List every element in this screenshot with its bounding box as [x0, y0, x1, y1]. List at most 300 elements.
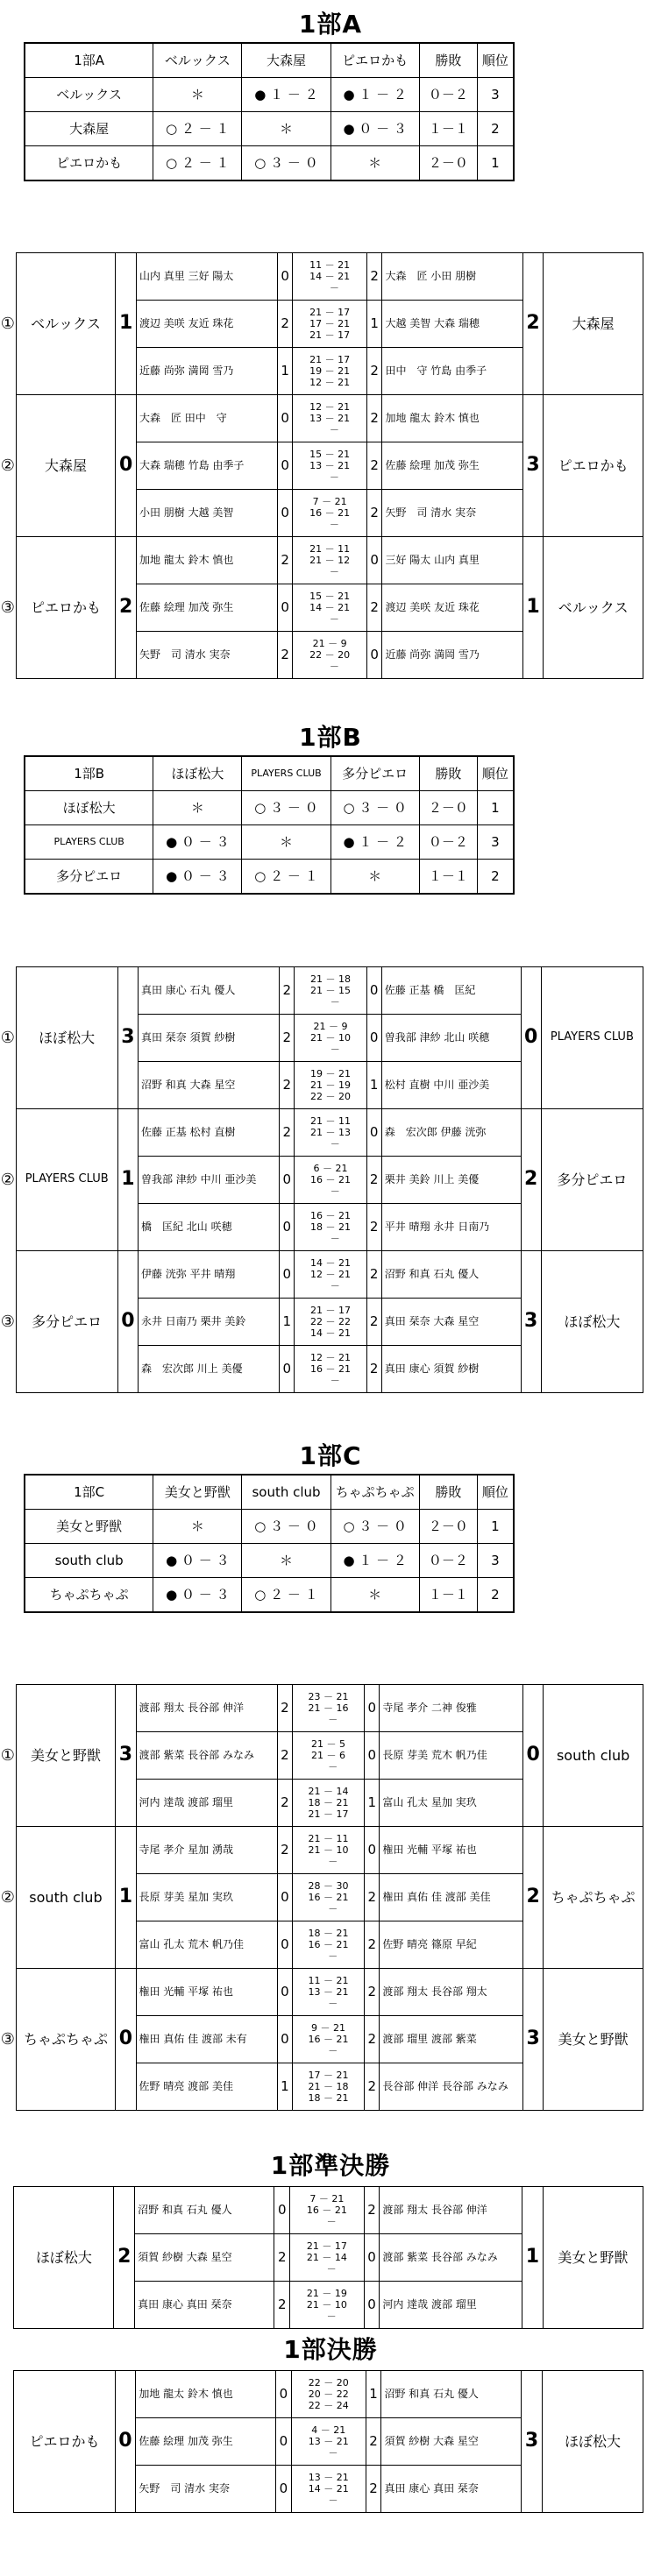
standings-row [25, 860, 514, 895]
home-players: 矢野 司 清水 実奈 [136, 632, 277, 679]
home-team: 美女と野獣 [16, 1685, 116, 1827]
standings-row [25, 112, 514, 146]
standings-header: 勝敗 [419, 1475, 477, 1510]
game-scores: 22 － 20 20 － 22 22 － 24 [291, 2371, 366, 2418]
home-game-points: 0 [277, 395, 293, 442]
standings-cell: 2 [477, 860, 514, 895]
home-match-score: 0 [117, 1251, 138, 1393]
standings-cell: ● １ － ２ [242, 78, 330, 112]
away-game-points: 1 [365, 1780, 380, 1827]
match-table [0, 1684, 643, 2111]
home-players: 加地 龍太 鈴木 慎也 [136, 2371, 276, 2418]
standings-cell: ２－０ [419, 146, 477, 181]
standings-cell: ２－０ [419, 791, 477, 825]
away-players: 田中 守 竹島 由季子 [382, 348, 522, 395]
standings-cell: ＊ [330, 860, 419, 895]
game-scores: 21 － 17 19 － 21 12 － 21 [293, 348, 366, 395]
away-game-points: 0 [364, 2234, 380, 2282]
away-players: 渡部 翔太 長谷部 翔太 [380, 1969, 523, 2016]
home-players: 須賀 紗樹 大森 星空 [135, 2234, 274, 2282]
section-title: 1部A [298, 10, 363, 39]
away-players: 長原 芽美 荒木 帆乃佳 [380, 1732, 523, 1780]
standings-cell: ２－０ [419, 1510, 477, 1544]
home-match-score: 1 [116, 1827, 136, 1969]
game-scores: 7 － 21 16 － 21 － [290, 2187, 364, 2234]
match-number: ② [0, 1887, 15, 1907]
away-match-score: 3 [522, 395, 544, 537]
home-players: 真田 康心 真田 栞奈 [135, 2282, 274, 2329]
standings-header: south club [242, 1475, 330, 1510]
away-match-score: 0 [523, 1685, 544, 1827]
standings-header-row [25, 1475, 514, 1510]
home-game-points: 0 [277, 1874, 292, 1921]
home-team: 多分ピエロ [16, 1251, 117, 1393]
standings-cell: ＊ [242, 825, 330, 860]
home-players: 長原 芽美 星加 実玖 [136, 1874, 277, 1921]
standings-header: PLAYERS CLUB [242, 756, 330, 791]
away-team: south club [544, 1685, 643, 1827]
home-team: ちゃぷちゃぷ [16, 1969, 116, 2111]
away-players: 渡辺 美咲 友近 珠花 [382, 584, 522, 632]
standings-cell: ○ ２ － １ [242, 860, 330, 895]
away-game-points: 0 [366, 537, 382, 584]
home-match-score: 1 [116, 253, 137, 395]
standings-row [25, 1544, 514, 1578]
standings-cell: ＊ [330, 1578, 419, 1613]
home-game-points: 2 [277, 1780, 292, 1827]
away-players: 森 宏次郎 伊藤 洸弥 [381, 1109, 521, 1157]
standings-header: ちゃぷちゃぷ [330, 1475, 419, 1510]
away-players: 富山 孔太 星加 実玖 [380, 1780, 523, 1827]
away-team: ピエロかも [544, 395, 643, 537]
standings-header: 勝敗 [419, 756, 477, 791]
away-game-points: 1 [366, 2371, 381, 2418]
standings-cell: ＊ [242, 1544, 330, 1578]
home-match-score: 0 [116, 395, 137, 537]
home-game-points: 0 [277, 2016, 292, 2063]
away-game-points: 2 [366, 2418, 381, 2466]
standings-cell: 3 [477, 1544, 514, 1578]
standings-cell: ● １ － ２ [330, 78, 419, 112]
standings-cell: ○ ３ － ０ [242, 1510, 330, 1544]
match-number [0, 2187, 14, 2329]
away-team: PLAYERS CLUB [541, 967, 643, 1109]
match-game-row [0, 1109, 643, 1157]
away-players: 三好 陽太 山内 真里 [382, 537, 522, 584]
away-team: ちゃぷちゃぷ [544, 1827, 643, 1969]
away-game-points: 2 [366, 395, 382, 442]
home-game-points: 2 [280, 1015, 295, 1062]
standings-header: 1部C [25, 1475, 153, 1510]
away-game-points: 0 [366, 967, 381, 1015]
home-game-points: 0 [277, 442, 293, 490]
game-scores: 9 － 21 16 － 21 － [293, 2016, 365, 2063]
match-game-row [0, 1827, 643, 1874]
standings-cell: １－１ [419, 1578, 477, 1613]
match-game-row [0, 395, 643, 442]
away-players: 佐藤 絵理 加茂 弥生 [382, 442, 522, 490]
standings-header: 順位 [477, 43, 514, 78]
match-table [0, 2370, 643, 2513]
away-players: 寺尾 孝介 二神 俊雅 [380, 1685, 523, 1732]
standings-row [25, 791, 514, 825]
match-table [0, 2186, 643, 2329]
home-players: 権田 真佑 佳 渡部 未有 [136, 2016, 277, 2063]
game-scores: 23 － 21 21 － 16 － [293, 1685, 365, 1732]
home-game-points: 1 [280, 1299, 295, 1346]
home-players: 富山 孔太 荒木 帆乃佳 [136, 1921, 277, 1969]
match-game-row [0, 1251, 643, 1299]
home-players: 近藤 尚弥 満岡 雪乃 [136, 348, 277, 395]
home-players: 加地 龍太 鈴木 慎也 [136, 537, 277, 584]
away-game-points: 2 [365, 1921, 380, 1969]
home-match-score: 2 [116, 537, 137, 679]
standings-team: ピエロかも [25, 146, 153, 181]
home-match-score: 2 [114, 2187, 135, 2329]
game-scores: 16 － 21 18 － 21 － [295, 1204, 366, 1251]
home-players: 沼野 和真 石丸 優人 [135, 2187, 274, 2234]
game-scores: 4 － 21 13 － 21 － [291, 2418, 366, 2466]
away-game-points: 0 [366, 632, 382, 679]
match-table [0, 252, 643, 679]
home-game-points: 0 [280, 1157, 295, 1204]
game-scores: 21 － 17 22 － 22 14 － 21 [295, 1299, 366, 1346]
game-scores: 21 － 11 21 － 13 － [295, 1109, 366, 1157]
standings-header: ベルックス [153, 43, 242, 78]
standings-cell: ＊ [153, 791, 242, 825]
game-scores: 21 － 11 21 － 12 － [293, 537, 366, 584]
section-title: 1部C [299, 1441, 362, 1470]
standings-cell: 1 [477, 146, 514, 181]
away-players: 松村 直樹 中川 亜沙美 [381, 1062, 521, 1109]
standings-cell: 1 [477, 1510, 514, 1544]
game-scores: 13 － 21 14 － 21 － [291, 2466, 366, 2513]
game-scores: 12 － 21 13 － 21 － [293, 395, 366, 442]
away-players: 渡部 紫菜 長谷部 みなみ [380, 2234, 522, 2282]
home-game-points: 2 [277, 301, 293, 348]
home-players: 佐藤 絵理 加茂 弥生 [136, 2418, 276, 2466]
home-players: 大森 瑞穂 竹島 由季子 [136, 442, 277, 490]
home-game-points: 0 [277, 490, 293, 537]
standings-cell: １－１ [419, 860, 477, 895]
away-team: ベルックス [544, 537, 643, 679]
away-game-points: 0 [366, 1109, 381, 1157]
home-players: 橋 匡紀 北山 咲穂 [138, 1204, 279, 1251]
away-players: 佐藤 正基 橋 匡紀 [381, 967, 521, 1015]
home-match-score: 0 [115, 2371, 136, 2513]
match-table [0, 966, 643, 1393]
away-team: 大森屋 [544, 253, 643, 395]
away-players: 須賀 紗樹 大森 星空 [381, 2418, 522, 2466]
standings-row [25, 1510, 514, 1544]
match-number: ① [0, 314, 15, 333]
match-game-row [0, 2187, 643, 2234]
home-game-points: 2 [274, 2234, 290, 2282]
away-match-score: 2 [522, 253, 544, 395]
away-match-score: 1 [522, 537, 544, 679]
match-number: ③ [0, 2029, 15, 2049]
match-number: ① [0, 1745, 15, 1765]
standings-cell: ０－２ [419, 1544, 477, 1578]
home-game-points: 1 [277, 348, 293, 395]
home-game-points: 0 [277, 1969, 292, 2016]
home-team: ピエロかも [14, 2371, 115, 2513]
standings-cell: ● ０ － ３ [330, 112, 419, 146]
standings-team: PLAYERS CLUB [25, 825, 153, 860]
home-team: PLAYERS CLUB [16, 1109, 117, 1251]
standings-table [24, 755, 515, 895]
away-players: 長谷部 伸洋 長谷部 みなみ [380, 2063, 523, 2111]
match-number: ① [0, 1028, 15, 1047]
game-scores: 21 － 18 21 － 15 － [295, 967, 366, 1015]
away-players: 大越 美智 大森 瑞穂 [382, 301, 522, 348]
match-game-row [0, 1969, 643, 2016]
game-scores: 21 － 11 21 － 10 － [293, 1827, 365, 1874]
home-players: 矢野 司 清水 実奈 [136, 2466, 276, 2513]
game-scores: 21 － 17 17 － 21 21 － 17 [293, 301, 366, 348]
standings-cell: 1 [477, 791, 514, 825]
standings-cell: ○ ３ － ０ [330, 1510, 419, 1544]
standings-cell: ＊ [153, 78, 242, 112]
game-scores: 7 － 21 16 － 21 － [293, 490, 366, 537]
away-game-points: 1 [366, 1062, 381, 1109]
away-players: 曽我部 津紗 北山 咲穂 [381, 1015, 521, 1062]
game-scores: 15 － 21 14 － 21 － [293, 584, 366, 632]
game-scores: 17 － 21 21 － 18 18 － 21 [293, 2063, 365, 2111]
home-players: 永井 日南乃 栗井 美鈴 [138, 1299, 279, 1346]
away-match-score: 2 [523, 1827, 544, 1969]
home-match-score: 1 [117, 1109, 138, 1251]
game-scores: 19 － 21 21 － 19 22 － 20 [295, 1062, 366, 1109]
home-game-points: 0 [280, 1251, 295, 1299]
home-game-points: 0 [277, 584, 293, 632]
match-number: ② [0, 1170, 15, 1189]
game-scores: 11 － 21 13 － 21 － [293, 1969, 365, 2016]
away-players: 平井 晴翔 永井 日南乃 [381, 1204, 521, 1251]
away-match-score: 2 [521, 1109, 541, 1251]
standings-header: 多分ピエロ [330, 756, 419, 791]
game-scores: 12 － 21 16 － 21 － [295, 1346, 366, 1393]
away-team: 美女と野獣 [543, 2187, 643, 2329]
standings-cell: ○ ２ － １ [242, 1578, 330, 1613]
standings-cell: ○ ２ － １ [153, 112, 242, 146]
standings-team: ベルックス [25, 78, 153, 112]
standings-cell: ＊ [242, 112, 330, 146]
home-game-points: 0 [275, 2371, 291, 2418]
home-game-points: 2 [280, 1062, 295, 1109]
home-game-points: 0 [275, 2466, 291, 2513]
away-players: 近藤 尚弥 満岡 雪乃 [382, 632, 522, 679]
standings-header: 勝敗 [419, 43, 477, 78]
home-match-score: 3 [117, 967, 138, 1109]
away-players: 大森 匠 小田 朋樹 [382, 253, 522, 301]
standings-header: 順位 [477, 1475, 514, 1510]
home-players: 河内 達哉 渡部 瑠里 [136, 1780, 277, 1827]
standings-cell: ０－２ [419, 825, 477, 860]
home-team: ほぼ松大 [16, 967, 117, 1109]
away-game-points: 0 [365, 1685, 380, 1732]
home-match-score: 3 [116, 1685, 136, 1827]
away-players: 渡部 瑠里 渡部 紫菜 [380, 2016, 523, 2063]
standings-cell: ○ ３ － ０ [242, 791, 330, 825]
away-match-score: 1 [522, 2187, 544, 2329]
section-title: 1部準決勝 [270, 2151, 391, 2180]
away-game-points: 0 [365, 1827, 380, 1874]
away-players: 真田 栞奈 大森 星空 [381, 1299, 521, 1346]
home-game-points: 0 [277, 253, 293, 301]
game-scores: 21 － 9 21 － 10 － [295, 1015, 366, 1062]
away-players: 矢野 司 清水 実奈 [382, 490, 522, 537]
home-players: 権田 光輔 平塚 祐也 [136, 1969, 277, 2016]
standings-cell: ０－２ [419, 78, 477, 112]
away-players: 権田 真佑 佳 渡部 美佳 [380, 1874, 523, 1921]
game-scores: 28 － 30 16 － 21 － [293, 1874, 365, 1921]
standings-header-row [25, 756, 514, 791]
standings-cell: ○ ２ － １ [153, 146, 242, 181]
away-players: 真田 康心 真田 栞奈 [381, 2466, 522, 2513]
home-players: 沼野 和真 大森 星空 [138, 1062, 279, 1109]
standings-team: 美女と野獣 [25, 1510, 153, 1544]
away-players: 加地 龍太 鈴木 慎也 [382, 395, 522, 442]
section-title: 1部B [299, 723, 362, 752]
home-players: 伊藤 洸弥 平井 晴翔 [138, 1251, 279, 1299]
home-team: south club [16, 1827, 116, 1969]
home-players: 佐野 晴亮 渡部 美佳 [136, 2063, 277, 2111]
home-game-points: 2 [277, 537, 293, 584]
home-players: 真田 栞奈 須賀 紗樹 [138, 1015, 279, 1062]
away-game-points: 2 [366, 490, 382, 537]
home-team: ピエロかも [16, 537, 116, 679]
game-scores: 21 － 9 22 － 20 － [293, 632, 366, 679]
standings-team: 大森屋 [25, 112, 153, 146]
away-game-points: 0 [365, 1732, 380, 1780]
away-game-points: 2 [366, 348, 382, 395]
standings-cell: ＊ [330, 146, 419, 181]
away-match-score: 3 [522, 2371, 543, 2513]
standings-header: 順位 [477, 756, 514, 791]
standings-cell: ● １ － ２ [330, 825, 419, 860]
home-team: ほぼ松大 [14, 2187, 114, 2329]
home-players: 曽我部 津紗 中川 亜沙美 [138, 1157, 279, 1204]
game-scores: 15 － 21 13 － 21 － [293, 442, 366, 490]
match-game-row [0, 2371, 643, 2418]
match-game-row [0, 1685, 643, 1732]
home-players: 寺尾 孝介 星加 湧哉 [136, 1827, 277, 1874]
game-scores: 21 － 19 21 － 10 － [290, 2282, 364, 2329]
home-match-score: 0 [116, 1969, 136, 2111]
standings-header: ピエロかも [330, 43, 419, 78]
home-game-points: 2 [277, 632, 293, 679]
standings-header-row [25, 43, 514, 78]
standings-table [24, 1474, 515, 1613]
home-players: 小田 朋樹 大越 美智 [136, 490, 277, 537]
standings-cell: 2 [477, 112, 514, 146]
standings-row [25, 1578, 514, 1613]
home-players: 佐藤 絵理 加茂 弥生 [136, 584, 277, 632]
match-number: ③ [0, 598, 15, 617]
home-players: 森 宏次郎 川上 美優 [138, 1346, 279, 1393]
match-number: ② [0, 456, 15, 475]
away-game-points: 2 [365, 1874, 380, 1921]
standings-header: 大森屋 [242, 43, 330, 78]
home-game-points: 0 [277, 1921, 292, 1969]
away-game-points: 1 [366, 301, 382, 348]
away-players: 真田 康心 須賀 紗樹 [381, 1346, 521, 1393]
away-players: 沼野 和真 石丸 優人 [381, 2371, 522, 2418]
away-players: 渡部 翔太 長谷部 伸洋 [380, 2187, 522, 2234]
home-players: 渡辺 美咲 友近 珠花 [136, 301, 277, 348]
home-game-points: 0 [280, 1346, 295, 1393]
away-game-points: 2 [366, 1299, 381, 1346]
standings-cell: 3 [477, 78, 514, 112]
away-game-points: 2 [365, 2063, 380, 2111]
away-game-points: 2 [366, 442, 382, 490]
match-number [0, 2371, 14, 2513]
home-game-points: 2 [280, 1109, 295, 1157]
home-team: 大森屋 [16, 395, 116, 537]
match-number: ③ [0, 1312, 15, 1331]
away-team: ほぼ松大 [541, 1251, 643, 1393]
standings-cell: 3 [477, 825, 514, 860]
away-game-points: 2 [366, 584, 382, 632]
home-players: 真田 康心 石丸 優人 [138, 967, 279, 1015]
match-game-row [0, 537, 643, 584]
standings-cell: 2 [477, 1578, 514, 1613]
game-scores: 18 － 21 16 － 21 － [293, 1921, 365, 1969]
home-players: 渡部 紫菜 長谷部 みなみ [136, 1732, 277, 1780]
home-game-points: 0 [275, 2418, 291, 2466]
standings-header: 1部B [25, 756, 153, 791]
game-scores: 6 － 21 16 － 21 － [295, 1157, 366, 1204]
home-game-points: 2 [274, 2282, 290, 2329]
game-scores: 14 － 21 12 － 21 － [295, 1251, 366, 1299]
away-game-points: 2 [366, 1346, 381, 1393]
match-game-row [0, 253, 643, 301]
away-game-points: 2 [365, 2016, 380, 2063]
away-team: 多分ピエロ [541, 1109, 643, 1251]
away-game-points: 2 [365, 1969, 380, 2016]
game-scores: 21 － 5 21 － 6 － [293, 1732, 365, 1780]
standings-cell: ● １ － ２ [330, 1544, 419, 1578]
standings-team: 多分ピエロ [25, 860, 153, 895]
home-game-points: 2 [280, 967, 295, 1015]
home-players: 佐藤 正基 松村 直樹 [138, 1109, 279, 1157]
standings-cell: ● ０ － ３ [153, 860, 242, 895]
home-game-points: 0 [274, 2187, 290, 2234]
away-game-points: 2 [366, 1204, 381, 1251]
away-team: 美女と野獣 [544, 1969, 643, 2111]
standings-cell: ● ０ － ３ [153, 1544, 242, 1578]
standings-cell: ● ０ － ３ [153, 825, 242, 860]
away-match-score: 3 [523, 1969, 544, 2111]
away-team: ほぼ松大 [542, 2371, 643, 2513]
away-players: 栗井 美鈴 川上 美優 [381, 1157, 521, 1204]
home-game-points: 2 [277, 1685, 292, 1732]
home-game-points: 2 [277, 1827, 292, 1874]
game-scores: 21 － 14 18 － 21 21 － 17 [293, 1780, 365, 1827]
away-match-score: 3 [521, 1251, 541, 1393]
home-players: 山内 真里 三好 陽太 [136, 253, 277, 301]
standings-cell: ○ ３ － ０ [330, 791, 419, 825]
home-game-points: 2 [277, 1732, 292, 1780]
away-game-points: 2 [366, 1251, 381, 1299]
home-players: 渡部 翔太 長谷部 伸洋 [136, 1685, 277, 1732]
away-players: 佐野 晴亮 篠原 早紀 [380, 1921, 523, 1969]
away-game-points: 2 [366, 253, 382, 301]
away-match-score: 0 [521, 967, 541, 1109]
away-game-points: 2 [366, 1157, 381, 1204]
standings-team: ほぼ松大 [25, 791, 153, 825]
